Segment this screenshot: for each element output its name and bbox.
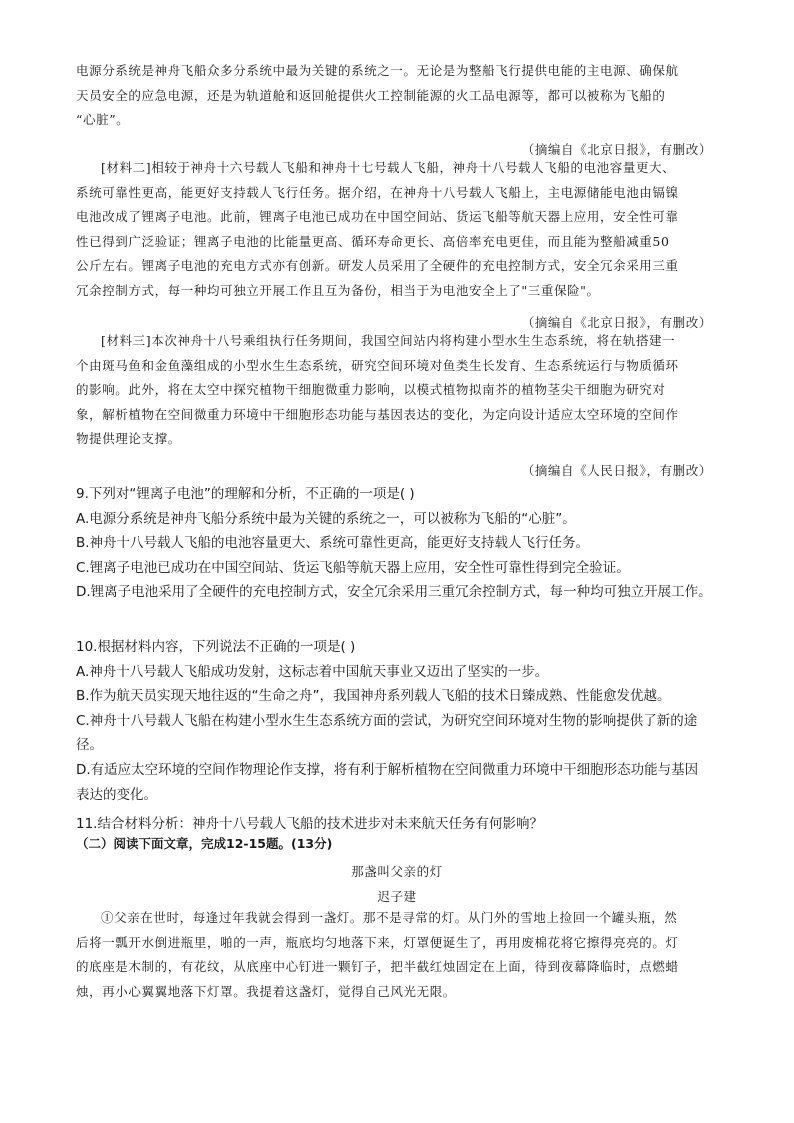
material2-paragraph <box>76 156 721 304</box>
option-c: C.神舟十八号载人飞船在构建小型水生生态系统方面的尝试，为研究空间环境对生物的影响提供了新的途 <box>76 712 698 729</box>
question-stem: 9.下列对“锂离子电池”的理解和分析，不正确的一项是( ) <box>76 486 415 502</box>
text-line: 烛，再小心翼翼地落下灯罩。我提着这盏灯，觉得自己风光无限。 <box>76 983 456 999</box>
option-d-continuation: 表达的变化。 <box>76 786 157 803</box>
option-b: B.作为航天员实现天地往返的“生命之舟”，我国神舟系列载人飞船的技术日臻成熟、性能愈发优越。 <box>76 688 671 705</box>
source-citation: （摘编自《人民日报》，有删改） <box>521 463 712 478</box>
option-a: A.神舟十八号载人飞船成功发射，这标志着中国航天事业又迈出了坚实的一步。 <box>76 663 549 680</box>
text-line: 后将一瓢开水倒进瓶里，啪的一声，瓶底均匀地落下来，灯罩便诞生了，再用废棉花将它擦得亮亮的。灯 <box>76 934 679 950</box>
option-a: A.电源分系统是神舟飞船分系统中最为关键的系统之一，可以被称为飞船的“心脏”。 <box>76 510 576 527</box>
article-paragraph-1 <box>76 906 721 1004</box>
text-line: 的底座是木制的，有花纹，从底座中心钉进一颗钉子，把半截红烛固定在上面，待到夜幕降临时，点燃蜡 <box>76 959 679 975</box>
text-line: [材料三]本次神舟十八号乘组执行任务期间，我国空间站内将构建小型水生生态系统，将在轨搭建一 <box>101 333 676 348</box>
text-line: 系统可靠性更高，能更好支持载人飞行任务。据介绍，在神舟十八号载人飞船上，主电源储能电池由镉镍 <box>76 184 679 200</box>
option-d: D.有适应太空环境的空间作物理论作支撑，将有利于解析植物在空间微重力环境中干细胞形态功能与基因 <box>76 761 699 778</box>
text-line: 物提供理论支撑。 <box>76 431 181 447</box>
text-line: 的影响。此外，将在太空中探究植物干细胞微重力影响，以模式植物拟南芥的植物茎尖干细胞为研究对 <box>76 382 666 398</box>
question-9 <box>76 482 721 605</box>
option-c: C.锂离子电池已成功在中国空间站、货运飞船等航天器上应用，安全性可靠性得到完全验证。 <box>76 559 630 576</box>
text-line: 电源分系统是神舟飞船众多分系统中最为关键的系统之一。无论是为整船飞行提供电能的主电源、确保航 <box>76 63 679 78</box>
question-stem: 11.结合材料分析：神舟十八号载人飞船的技术进步对未来航天任务有何影响？ <box>76 816 543 832</box>
text-line: 电池改成了锂离子电池。此前，锂离子电池已成功在中国空间站、货运飞船等航天器上应用，安全性可靠 <box>76 209 679 225</box>
option-c-continuation: 径。 <box>76 737 103 754</box>
text-line: 个由斑马鱼和金鱼藻组成的小型水生生态系统，研究空间环境对鱼类生长发育、生态系统运行与物质循环 <box>76 357 679 373</box>
article-title: 那盏叫父亲的灯 <box>351 864 443 879</box>
material3-paragraph <box>76 329 721 452</box>
text-line: 天员安全的应急电源，还是为轨道舱和返回舱提供火工控制能源的火工品电源等，都可以被称为飞船的 <box>76 87 666 103</box>
question-stem: 10.根据材料内容，下列说法不正确的一项是( ) <box>76 639 356 655</box>
text-line: 冗余控制方式，每一种均可独立开展工作且互为备份，相当于为电池安全上了"三重保险"。 <box>76 282 600 298</box>
text-line: 性已得到广泛验证；锂离子电池的比能量更高、循环寿命更长、高倍率充电更佳，而且能为整船减重50 <box>76 233 670 249</box>
text-line: 象，解析植物在空间微重力环境中干细胞形态功能与基因表达的变化，为定向设计适应太空环境的空间作 <box>76 406 679 422</box>
source-citation: （摘编自《北京日报》，有删改） <box>521 315 712 330</box>
text-line: “心脏”。 <box>76 112 130 128</box>
text-line: [材料二]相较于神舟十六号载人飞船和神舟十七号载人飞船，神舟十八号载人飞船的电池容量更大、 <box>101 160 676 175</box>
option-b: B.神舟十八号载人飞船的电池容量更大、系统可靠性更高，能更好支持载人飞行任务。 <box>76 535 590 552</box>
material1-tail-paragraph <box>76 59 721 133</box>
text-line: ①父亲在世时，每逢过年我就会得到一盏灯。那不是寻常的灯。从门外的雪地上捡回一个罐头瓶，然 <box>101 910 678 925</box>
section-heading: （二）阅读下面文章，完成12-15题。(13分) <box>76 836 333 851</box>
question-11 <box>76 812 721 837</box>
text-line: 公斤左右。锂离子电池的充电方式亦有创新。研发人员采用了全硬件的充电控制方式，安全冗余采用三重 <box>76 258 679 274</box>
article-author: 迟子建 <box>377 889 417 904</box>
option-d: D.锂离子电池采用了全硬件的充电控制方式，安全冗余采用三重冗余控制方式，每一种均可独立开展工作。 <box>76 584 712 601</box>
source-citation: （摘编自《北京日报》，有删改） <box>521 142 712 157</box>
question-10 <box>76 635 721 807</box>
